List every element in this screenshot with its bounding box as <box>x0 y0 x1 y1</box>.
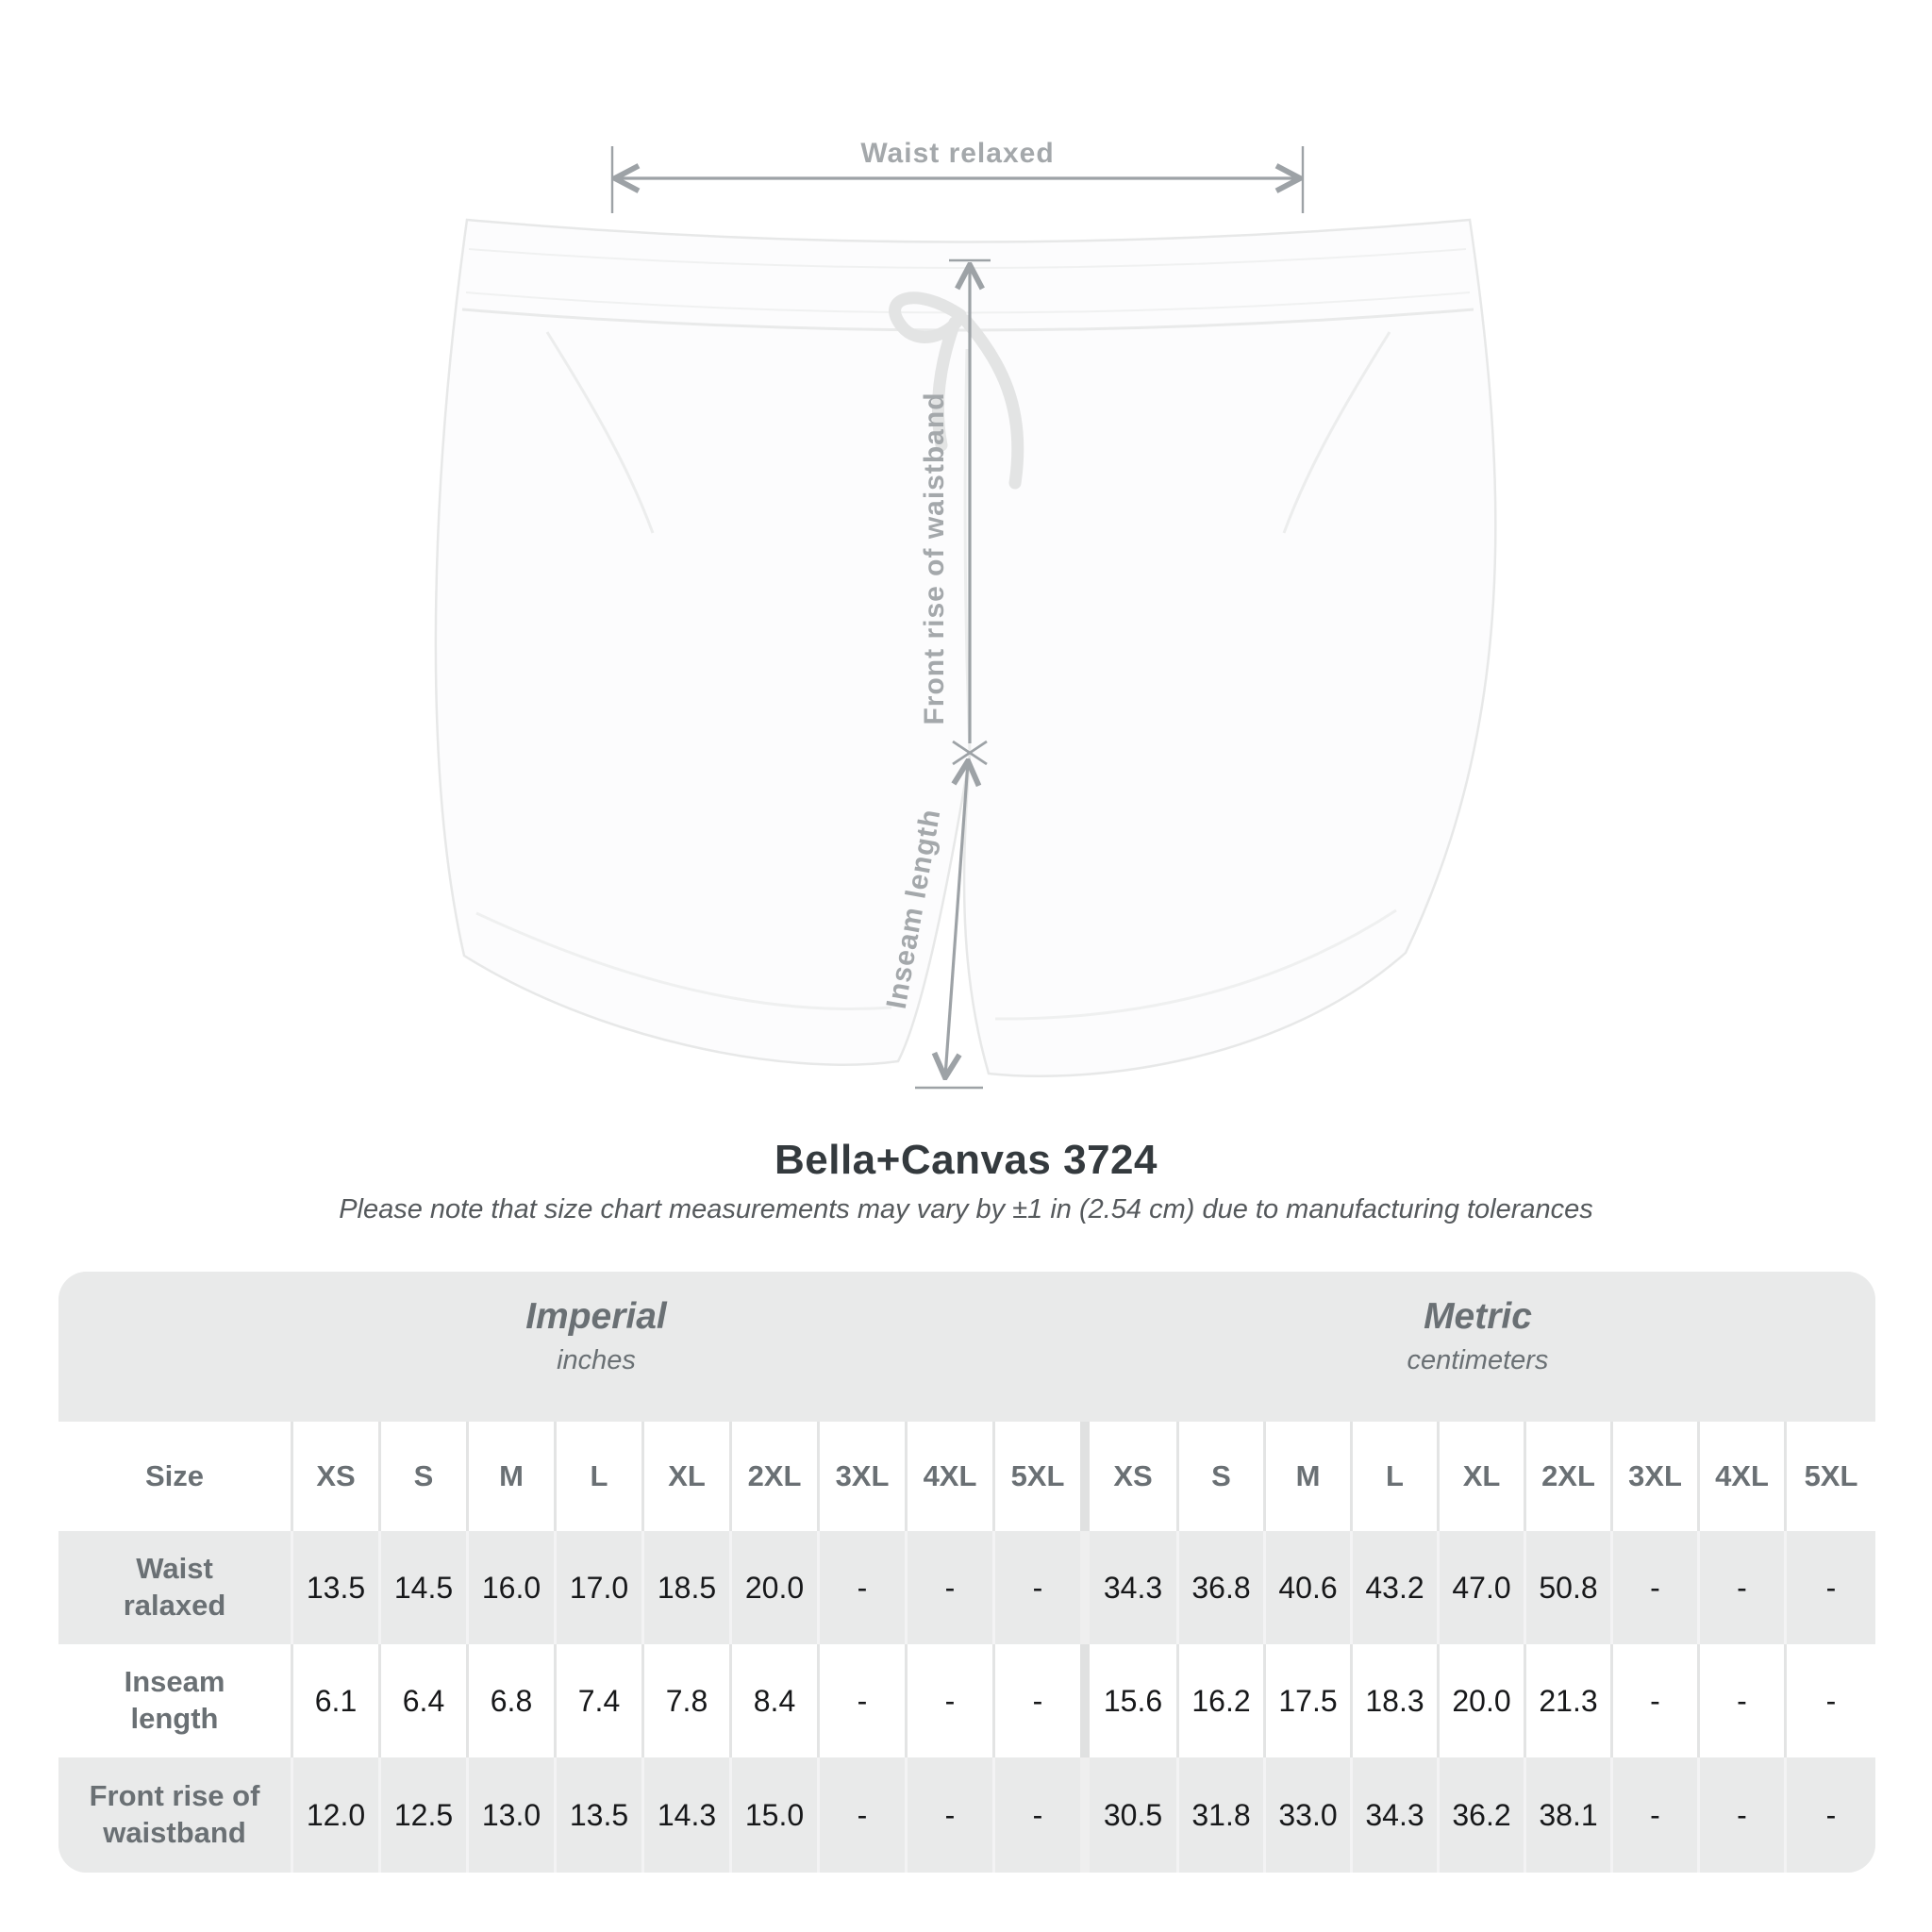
tolerance-disclaimer: Please note that size chart measurements may vary by ±1 in (2.54 cm) due to manufacturing tolerances <box>339 1194 1593 1224</box>
size-column-header: S <box>1176 1422 1263 1531</box>
size-value-cell: - <box>905 1644 992 1757</box>
size-column-header: M <box>1263 1422 1350 1531</box>
table-row-front-rise <box>58 1757 1875 1873</box>
size-value-cell: 18.5 <box>641 1531 729 1644</box>
size-value-cell: 8.4 <box>729 1644 817 1757</box>
size-chart-table <box>58 1272 1875 1873</box>
size-value-cell: 7.4 <box>554 1644 641 1757</box>
unit-divider <box>1080 1757 1090 1873</box>
size-value-cell: - <box>817 1531 905 1644</box>
size-value-cell: 47.0 <box>1437 1531 1524 1644</box>
row-label: Inseam length <box>58 1644 291 1757</box>
size-value-cell: 12.5 <box>378 1757 466 1873</box>
size-value-cell: 16.0 <box>466 1531 554 1644</box>
unit-divider <box>1080 1644 1090 1757</box>
size-column-header: L <box>554 1422 641 1531</box>
size-value-cell: - <box>905 1757 992 1873</box>
size-value-cell: 34.3 <box>1350 1757 1437 1873</box>
size-value-cell: 13.5 <box>291 1531 378 1644</box>
size-value-cell: 20.0 <box>729 1531 817 1644</box>
size-value-cell: - <box>992 1531 1080 1644</box>
size-value-cell: 13.5 <box>554 1757 641 1873</box>
shorts-illustration <box>377 113 1566 1123</box>
size-value-cell: 34.3 <box>1090 1531 1176 1644</box>
size-value-cell: 6.8 <box>466 1644 554 1757</box>
metric-label: Metric <box>1424 1296 1532 1337</box>
size-value-cell: - <box>1784 1757 1875 1873</box>
shorts-shape <box>436 220 1495 1076</box>
size-value-cell: - <box>1697 1531 1784 1644</box>
inseam-measure-label: Inseam length <box>880 806 947 1011</box>
size-value-cell: 17.0 <box>554 1531 641 1644</box>
metric-sublabel: centimeters <box>1407 1344 1549 1375</box>
size-value-cell: 18.3 <box>1350 1644 1437 1757</box>
imperial-sublabel: inches <box>557 1344 636 1375</box>
size-value-cell: - <box>817 1644 905 1757</box>
size-value-cell: - <box>992 1644 1080 1757</box>
size-value-cell: 16.2 <box>1176 1644 1263 1757</box>
size-column-header: XL <box>641 1422 729 1531</box>
size-value-cell: - <box>1610 1644 1697 1757</box>
size-column-header: M <box>466 1422 554 1531</box>
size-value-cell: - <box>1697 1757 1784 1873</box>
size-column-header: 2XL <box>1524 1422 1610 1531</box>
size-value-cell: 12.0 <box>291 1757 378 1873</box>
size-value-cell: - <box>1610 1757 1697 1873</box>
size-value-cell: 17.5 <box>1263 1644 1350 1757</box>
size-column-header: XS <box>1090 1422 1176 1531</box>
size-column-header: 3XL <box>1610 1422 1697 1531</box>
size-column-header: XL <box>1437 1422 1524 1531</box>
size-value-cell: 20.0 <box>1437 1644 1524 1757</box>
size-value-cell: 33.0 <box>1263 1757 1350 1873</box>
size-value-cell: - <box>1610 1531 1697 1644</box>
size-value-cell: 31.8 <box>1176 1757 1263 1873</box>
size-value-cell: 43.2 <box>1350 1531 1437 1644</box>
size-value-cell: - <box>1697 1644 1784 1757</box>
size-column-header: 5XL <box>1784 1422 1875 1531</box>
size-value-cell: - <box>1784 1644 1875 1757</box>
size-column-header: XS <box>291 1422 378 1531</box>
size-column-header: S <box>378 1422 466 1531</box>
unit-divider <box>1080 1531 1090 1644</box>
size-value-cell: - <box>817 1757 905 1873</box>
product-title: Bella+Canvas 3724 <box>774 1137 1158 1183</box>
size-value-cell: 13.0 <box>466 1757 554 1873</box>
size-value-cell: 14.3 <box>641 1757 729 1873</box>
unit-group-imperial <box>58 1294 1134 1380</box>
shorts-figure <box>377 113 1566 1123</box>
size-column-header: 4XL <box>1697 1422 1784 1531</box>
size-column-header: 4XL <box>905 1422 992 1531</box>
size-value-cell: 7.8 <box>641 1644 729 1757</box>
size-value-cell: 40.6 <box>1263 1531 1350 1644</box>
front-rise-measure-label: Front rise of waistband <box>919 391 950 725</box>
size-value-cell: 30.5 <box>1090 1757 1176 1873</box>
size-value-cell: - <box>905 1531 992 1644</box>
size-column-header: 2XL <box>729 1422 817 1531</box>
row-label: Front rise of waistband <box>58 1757 291 1873</box>
size-value-cell: 6.4 <box>378 1644 466 1757</box>
size-value-cell: 36.8 <box>1176 1531 1263 1644</box>
unit-divider <box>1080 1422 1090 1531</box>
size-header: Size <box>58 1422 291 1531</box>
unit-header-band <box>58 1272 1875 1422</box>
size-value-cell: 14.5 <box>378 1531 466 1644</box>
size-value-cell: 50.8 <box>1524 1531 1610 1644</box>
size-value-cell: 15.6 <box>1090 1644 1176 1757</box>
size-value-cell: - <box>1784 1531 1875 1644</box>
row-label: Waist ralaxed <box>58 1531 291 1644</box>
waist-measure-label: Waist relaxed <box>860 138 1055 169</box>
size-value-cell: 38.1 <box>1524 1757 1610 1873</box>
size-value-cell: - <box>992 1757 1080 1873</box>
size-value-cell: 21.3 <box>1524 1644 1610 1757</box>
size-value-cell: 6.1 <box>291 1644 378 1757</box>
size-value-cell: 36.2 <box>1437 1757 1524 1873</box>
unit-group-metric <box>1080 1294 1875 1380</box>
size-column-header: 5XL <box>992 1422 1080 1531</box>
imperial-label: Imperial <box>525 1296 667 1337</box>
size-column-header: 3XL <box>817 1422 905 1531</box>
table-row-inseam <box>58 1644 1875 1757</box>
size-header-row <box>58 1422 1875 1531</box>
size-value-cell: 15.0 <box>729 1757 817 1873</box>
size-column-header: L <box>1350 1422 1437 1531</box>
table-row-waist <box>58 1531 1875 1644</box>
